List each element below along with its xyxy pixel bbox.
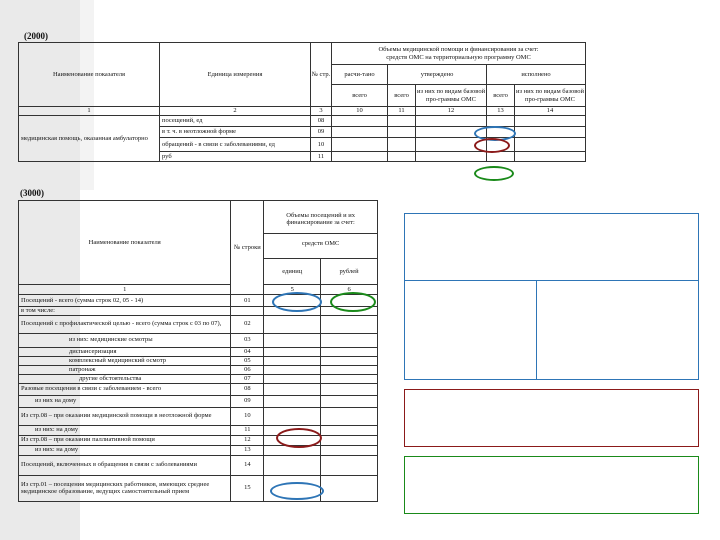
row-no: 10 xyxy=(311,138,332,152)
col-header-bytype1: из них по видам базовой про-граммы ОМС xyxy=(416,85,487,107)
row-label: диспансеризация xyxy=(19,347,231,356)
row-no: 08 xyxy=(231,383,264,395)
row-no: 15 xyxy=(231,475,264,501)
t2000-title-line2: средств ОМС на территориальную программу ОМС xyxy=(386,53,531,61)
col-header-approved: утверждено xyxy=(388,65,487,85)
row-label: Посещений с профилактической целью - всего (сумма строк с 03 по 07), xyxy=(19,315,231,333)
row-no: 11 xyxy=(231,425,264,435)
row-no: 03 xyxy=(231,333,264,347)
row-label: Посещений, включенных в обращения в связи с заболеваниями xyxy=(19,455,231,475)
col-header-name: Наименование показателя xyxy=(19,201,231,285)
unit-cell: в т. ч. в неотложной форме xyxy=(160,127,311,138)
green-oval-marker xyxy=(330,292,376,312)
row-no: 14 xyxy=(231,455,264,475)
num-cell: 5 xyxy=(264,285,321,295)
num-cell: 12 xyxy=(416,107,487,116)
unit-cell: обращений - в связи с заболеваниями, ед xyxy=(160,138,311,152)
row-label: другие обстоятельства xyxy=(19,374,231,383)
row-no: 01 xyxy=(231,295,264,307)
col-header-rub: рублей xyxy=(321,259,378,285)
green-oval-marker xyxy=(474,166,514,181)
blue-oval-marker xyxy=(270,482,324,500)
num-cell: 10 xyxy=(332,107,388,116)
num-cell: 1 xyxy=(19,285,231,295)
num-cell: 11 xyxy=(388,107,416,116)
num-cell: 1 xyxy=(19,107,160,116)
darkred-oval-marker xyxy=(474,138,510,153)
num-cell: 14 xyxy=(515,107,586,116)
t3000-title: Объемы посещений и их финансирование за счет: xyxy=(286,211,356,227)
row-label: Из стр.01 – посещения медицинских работников, имеющих среднее медицинское образование, ведущих самостоятельный прием xyxy=(19,475,231,501)
row-no: 05 xyxy=(231,356,264,365)
num-cell: 13 xyxy=(487,107,515,116)
col-header-units: единиц xyxy=(264,259,321,285)
row-no: 11 xyxy=(311,152,332,162)
row-label: комплексный медицинский осмотр xyxy=(19,356,231,365)
row-label-ambulatory: медицинская помощь, оказанная амбулаторно xyxy=(19,116,160,162)
row-no: 10 xyxy=(231,407,264,425)
darkred-callout-box xyxy=(404,389,699,447)
blue-oval-marker xyxy=(272,292,322,312)
col-header-oms: средств ОМС xyxy=(264,233,377,248)
row-no: 08 xyxy=(311,116,332,127)
row-label: из них: на дому xyxy=(19,425,231,435)
row-no: 06 xyxy=(231,365,264,374)
blue-callout-box-top xyxy=(404,213,699,281)
row-label: Разовые посещения в связи с заболеванием - всего xyxy=(19,383,231,395)
section-2000-label: (2000) xyxy=(24,31,48,41)
row-no: 07 xyxy=(231,374,264,383)
row-no: 12 xyxy=(231,435,264,445)
row-no: 09 xyxy=(311,127,332,138)
col-header-no: № стр. xyxy=(311,43,332,107)
blue-callout-box-bottom-right xyxy=(536,280,699,380)
col-header-total2: всего xyxy=(388,85,416,107)
row-label: в том числе: xyxy=(19,307,231,316)
row-label: из них: на дому xyxy=(19,445,231,455)
col-header-bytype2: из них по видам базовой про-граммы ОМС xyxy=(515,85,586,107)
row-no: 13 xyxy=(231,445,264,455)
unit-cell: посещений, ед xyxy=(160,116,311,127)
table-3000 xyxy=(18,200,378,502)
unit-cell: руб xyxy=(160,152,311,162)
row-label: Из стр.08 – при оказании паллиативной помощи xyxy=(19,435,231,445)
col-header-calc: расчи-тано xyxy=(332,65,388,85)
section-3000-label: (3000) xyxy=(20,188,44,198)
col-header-done: исполнено xyxy=(487,65,586,85)
col-header-total3: всего xyxy=(487,85,515,107)
row-label: Из стр.08 – при оказании медицинской помощи в неотложной форме xyxy=(19,407,231,425)
row-label: Посещений - всего (сумма строк 02, 05 - 14) xyxy=(19,295,231,307)
t3000-title-cell xyxy=(264,201,378,259)
row-no xyxy=(231,307,264,316)
row-label: из них на дому xyxy=(19,395,231,407)
col-header-total1: всего xyxy=(332,85,388,107)
row-label: патронаж xyxy=(19,365,231,374)
row-no: 09 xyxy=(231,395,264,407)
row-no: 02 xyxy=(231,315,264,333)
col-header-unit: Единица измерения xyxy=(160,43,311,107)
green-callout-box xyxy=(404,456,699,514)
blue-callout-box-bottom-left xyxy=(404,280,537,380)
num-cell: 6 xyxy=(321,285,378,295)
col-header-no: № строки xyxy=(231,201,264,295)
num-cell: 2 xyxy=(160,107,311,116)
num-cell: 3 xyxy=(311,107,332,116)
t2000-title xyxy=(332,43,586,65)
t2000-title-line1: Объемы медицинской помощи и финансирования за счет: xyxy=(378,46,539,53)
row-no: 04 xyxy=(231,347,264,356)
row-label: из них: медицинские осмотры xyxy=(19,333,231,347)
darkred-oval-marker xyxy=(276,428,322,448)
col-header-name: Наименование показателя xyxy=(19,43,160,107)
